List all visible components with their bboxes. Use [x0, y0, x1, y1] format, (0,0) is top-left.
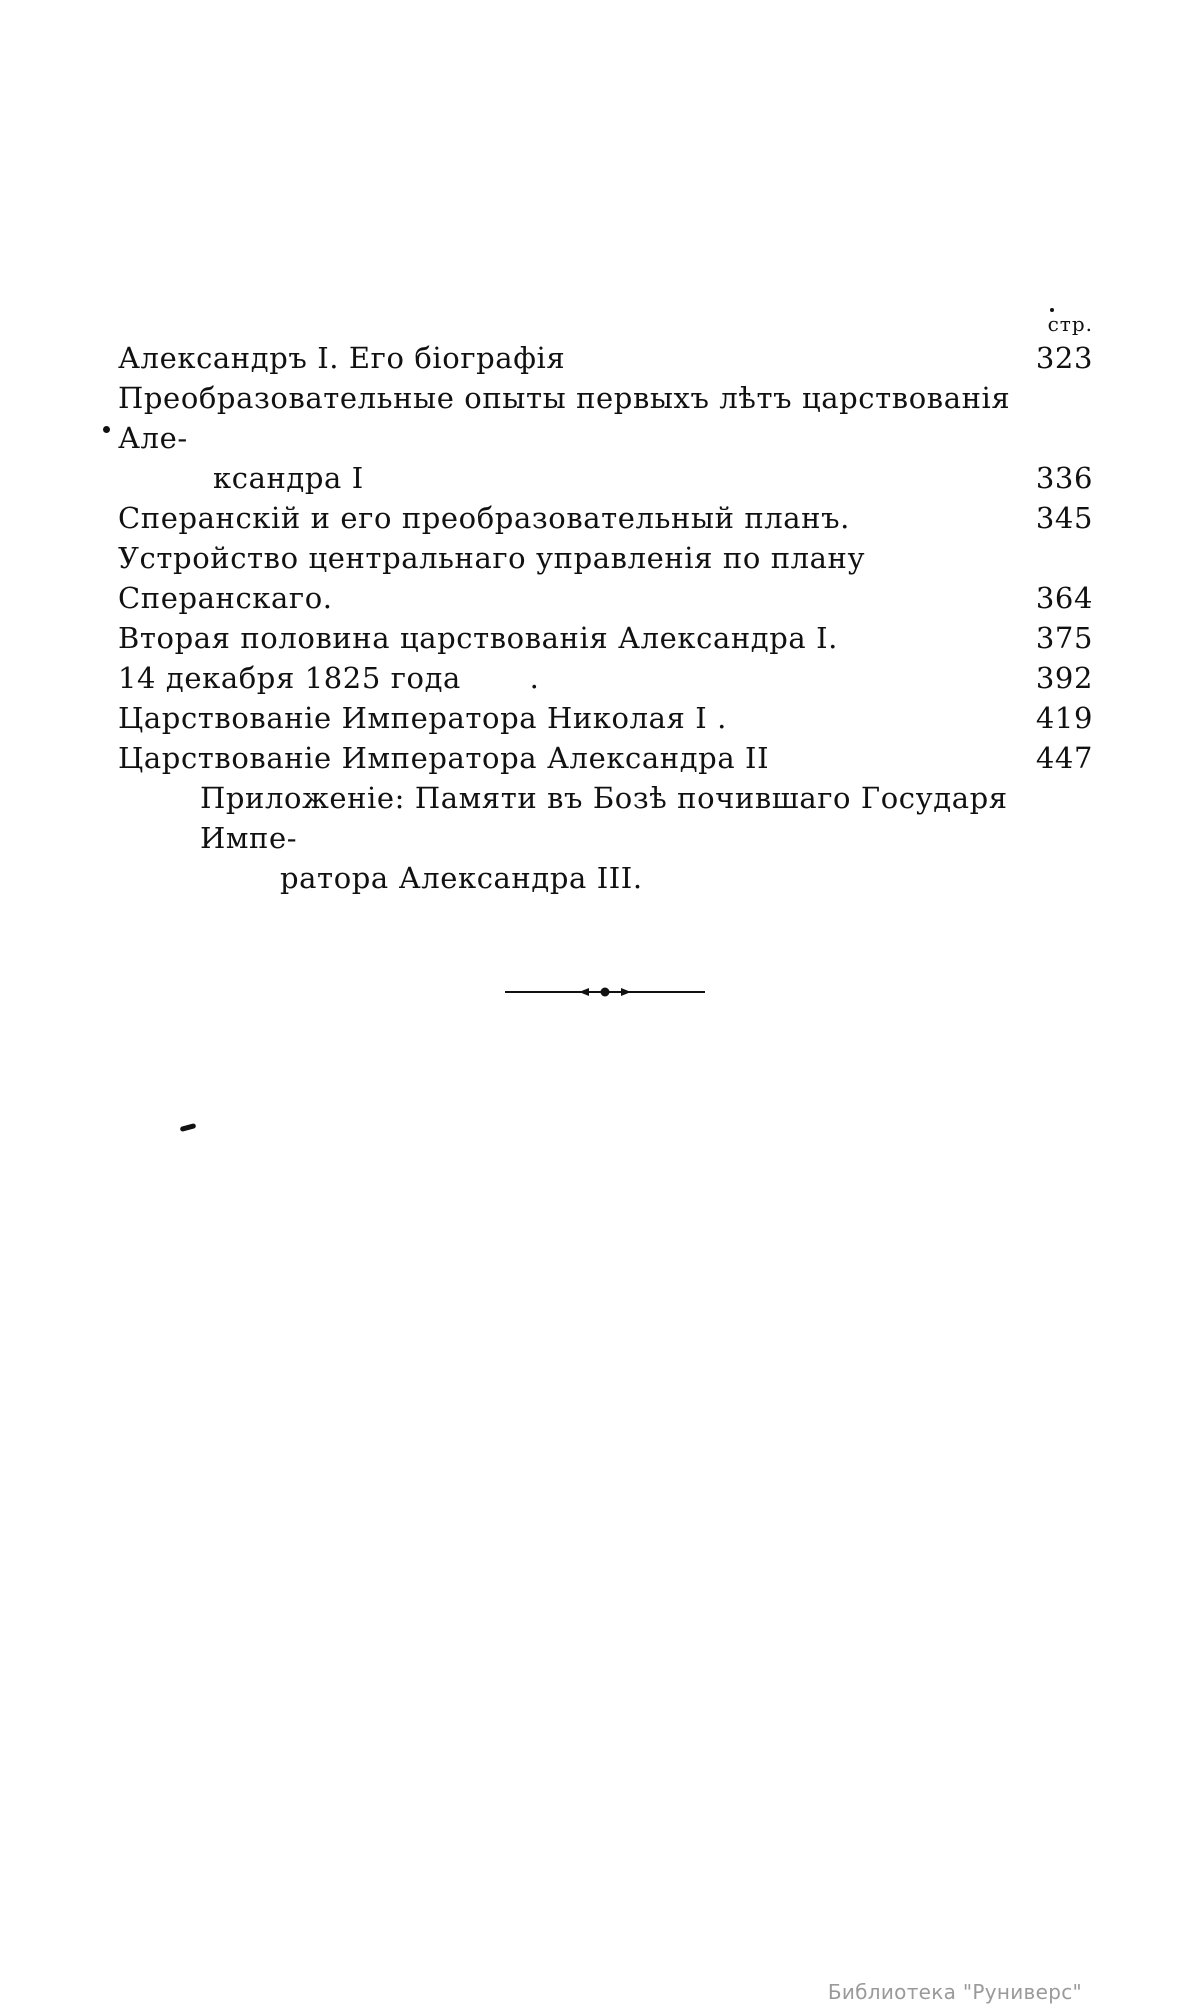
appendix-line: Приложеніе: Памяти въ Бозѣ почившаго Государя Импе-	[200, 781, 1008, 855]
page-column-header: стр.	[1047, 312, 1093, 336]
toc-entry-title: Преобразовательные опыты первыхъ лѣтъ царствованія Але-	[118, 381, 1011, 455]
toc-entry	[118, 658, 1093, 698]
toc-entry-page: 345	[1035, 501, 1093, 535]
toc-entry-title: Вторая половина царствованія Александра I.	[118, 621, 838, 655]
appendix-line: ратора Александра III.	[280, 861, 643, 895]
toc-entry-title: Царствованіе Императора Александра II	[118, 741, 770, 775]
library-watermark: Библиотека "Руниверс"	[827, 1980, 1082, 2004]
print-speck	[103, 426, 110, 433]
toc-entry-page: 392	[1035, 661, 1093, 695]
toc-entry-page: 375	[1035, 621, 1093, 655]
table-of-contents	[118, 310, 1093, 898]
toc-entry	[118, 338, 1093, 378]
print-speck	[180, 1123, 197, 1132]
toc-entry	[118, 538, 1093, 618]
toc-entry-page: 364	[1035, 581, 1093, 615]
toc-entry-page: 323	[1035, 341, 1093, 375]
toc-entry-title: Царствованіе Императора Николая I .	[118, 701, 727, 735]
toc-appendix	[118, 778, 1020, 898]
toc-entry-title: Устройство центральнаго управленія по плану Сперанскаго.	[118, 541, 866, 615]
toc-entry	[118, 738, 1093, 778]
toc-entry-title: Сперанскій и его преобразовательный планъ.	[118, 501, 850, 535]
toc-entry-title: 14 декабря 1825 года .	[118, 661, 540, 695]
toc-entry	[118, 498, 1093, 538]
toc-entry-title-continuation: ксандра I	[213, 461, 364, 495]
toc-entry-page: 336	[1035, 461, 1093, 495]
toc-entry-page: 419	[1035, 701, 1093, 735]
section-divider-ornament	[505, 985, 705, 999]
toc-entry	[118, 618, 1093, 658]
toc-entry	[118, 698, 1093, 738]
toc-entry	[118, 378, 1093, 498]
toc-entry-page: 447	[1035, 741, 1093, 775]
toc-entry-title: Александръ I. Его біографія	[118, 341, 566, 375]
